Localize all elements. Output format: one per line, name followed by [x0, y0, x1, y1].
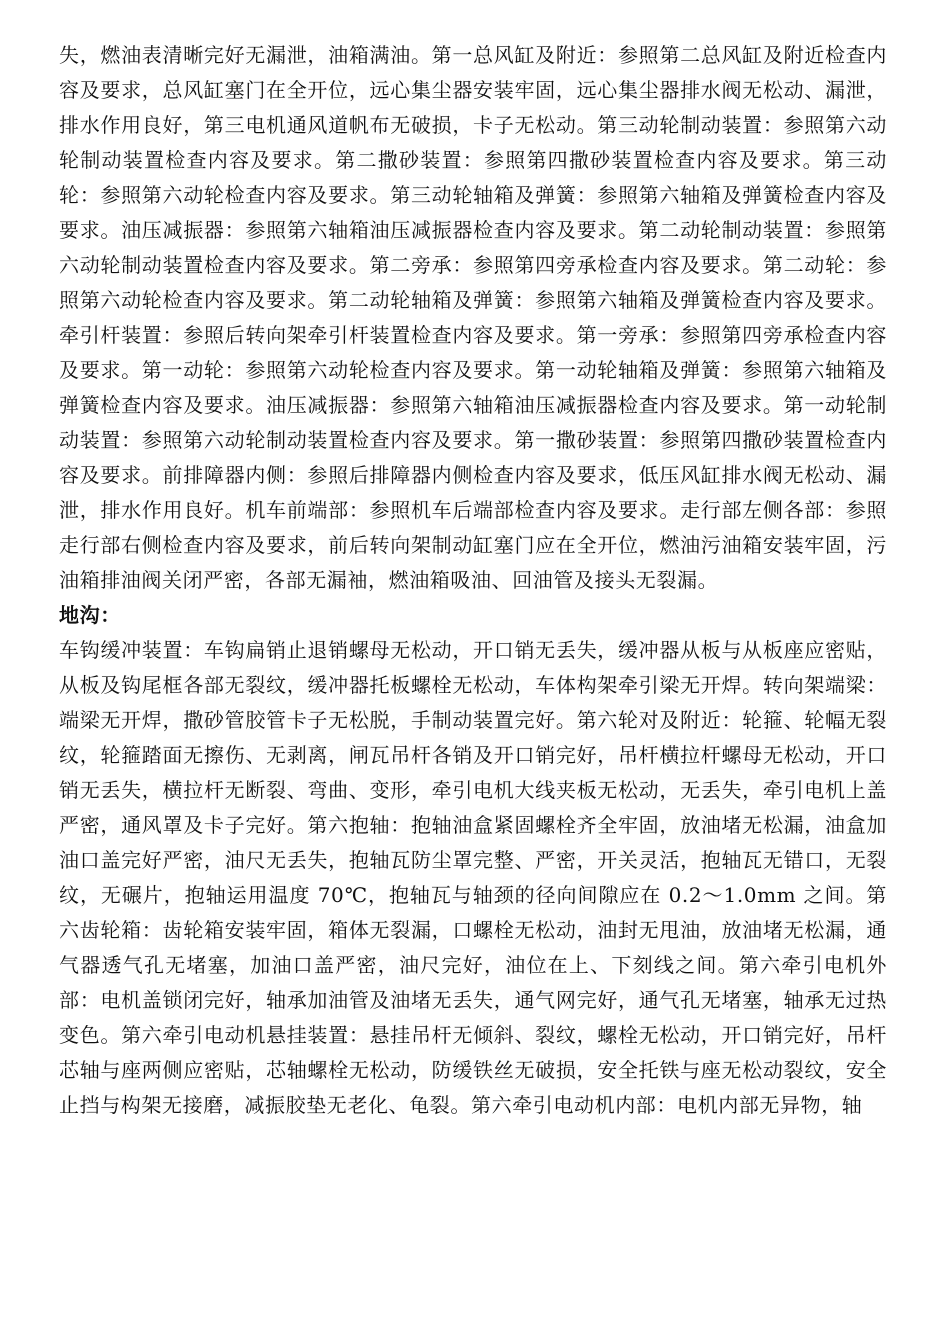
document-page — [59, 38, 887, 1123]
body-paragraph-2: 车钩缓冲装置：车钩扁销止退销螺母无松动，开口销无丢失，缓冲器从板与从板座应密贴，从板及钩尾框各部无裂纹，缓冲器托板螺栓无松动，车体构架牵引梁无开焊。转向架端梁：端梁无开焊，撒砂管胶管卡子无松脱，手制动装置完好。第六轮对及附近：轮箍、轮幅无裂纹，轮箍踏面无擦伤、无剥离，闸瓦吊杆各销及开口销完好，吊杆横拉杆螺母无松动，开口销无丢失，横拉杆无断裂、弯曲、变形，牵引电机大线夹板无松动，无丢失，牵引电机上盖严密，通风罩及卡子完好。第六抱轴：抱轴油盒紧固螺栓齐全牢固，放油堵无松漏，油盒加油口盖完好严密，油尺无丢失，抱轴瓦防尘罩完整、严密，开关灵活，抱轴瓦无错口，无裂纹，无碾片，抱轴运用温度 70℃，抱轴瓦与轴颈的径向间隙应在 0.2～1.0mm 之间。第六齿轮箱：齿轮箱安装牢固，箱体无裂漏，口螺栓无松动，油封无甩油，放油堵无松漏，通气器透气孔无堵塞，加油口盖严密，油尺完好，油位在上、下刻线之间。第六牵引电机外部：电机盖锁闭完好，轴承加油管及油堵无丢失，通气网完好，通气孔无堵塞，轴承无过热变色。第六牵引电动机悬挂装置：悬挂吊杆无倾斜、裂纹，螺栓无松动，开口销完好，吊杆芯轴与座两侧应密贴，芯轴螺栓无松动，防缓铁丝无破损，安全托铁与座无松动裂纹，安全止挡与构架无接磨，减振胶垫无老化、龟裂。第六牵引电动机内部：电机内部无异物，轴 — [59, 638, 887, 1117]
section-heading-pit: 地沟： — [59, 603, 121, 627]
body-paragraph-1: 失，燃油表清晰完好无漏泄，油箱满油。第一总风缸及附近：参照第二总风缸及附近检查内容及要求，总风缸塞门在全开位，远心集尘器安装牢固，远心集尘器排水阀无松动、漏泄，排水作用良好，第三电机通风道帆布无破损，卡子无松动。第三动轮制动装置：参照第六动轮制动装置检查内容及要求。第二撒砂装置：参照第四撒砂装置检查内容及要求。第三动轮：参照第六动轮检查内容及要求。第三动轮轴箱及弹簧：参照第六轴箱及弹簧检查内容及要求。油压减振器：参照第六轴箱油压减振器检查内容及要求。第二动轮制动装置：参照第六动轮制动装置检查内容及要求。第二旁承：参照第四旁承检查内容及要求。第二动轮：参照第六动轮检查内容及要求。第二动轮轴箱及弹簧：参照第六轴箱及弹簧检查内容及要求。牵引杆装置：参照后转向架牵引杆装置检查内容及要求。第一旁承：参照第四旁承检查内容及要求。第一动轮：参照第六动轮检查内容及要求。第一动轮轴箱及弹簧：参照第六轴箱及弹簧检查内容及要求。油压减振器：参照第六轴箱油压减振器检查内容及要求。第一动轮制动装置：参照第六动轮制动装置检查内容及要求。第一撒砂装置：参照第四撒砂装置检查内容及要求。前排障器内侧：参照后排障器内侧检查内容及要求，低压风缸排水阀无松动、漏泄，排水作用良好。机车前端部：参照机车后端部检查内容及要求。走行部左侧各部：参照走行部右侧检查内容及要求，前后转向架制动缸塞门应在全开位，燃油污油箱安装牢固，污油箱排油阀关闭严密，各部无漏袖，燃油箱吸油、回油管及接头无裂漏。 — [59, 43, 887, 592]
